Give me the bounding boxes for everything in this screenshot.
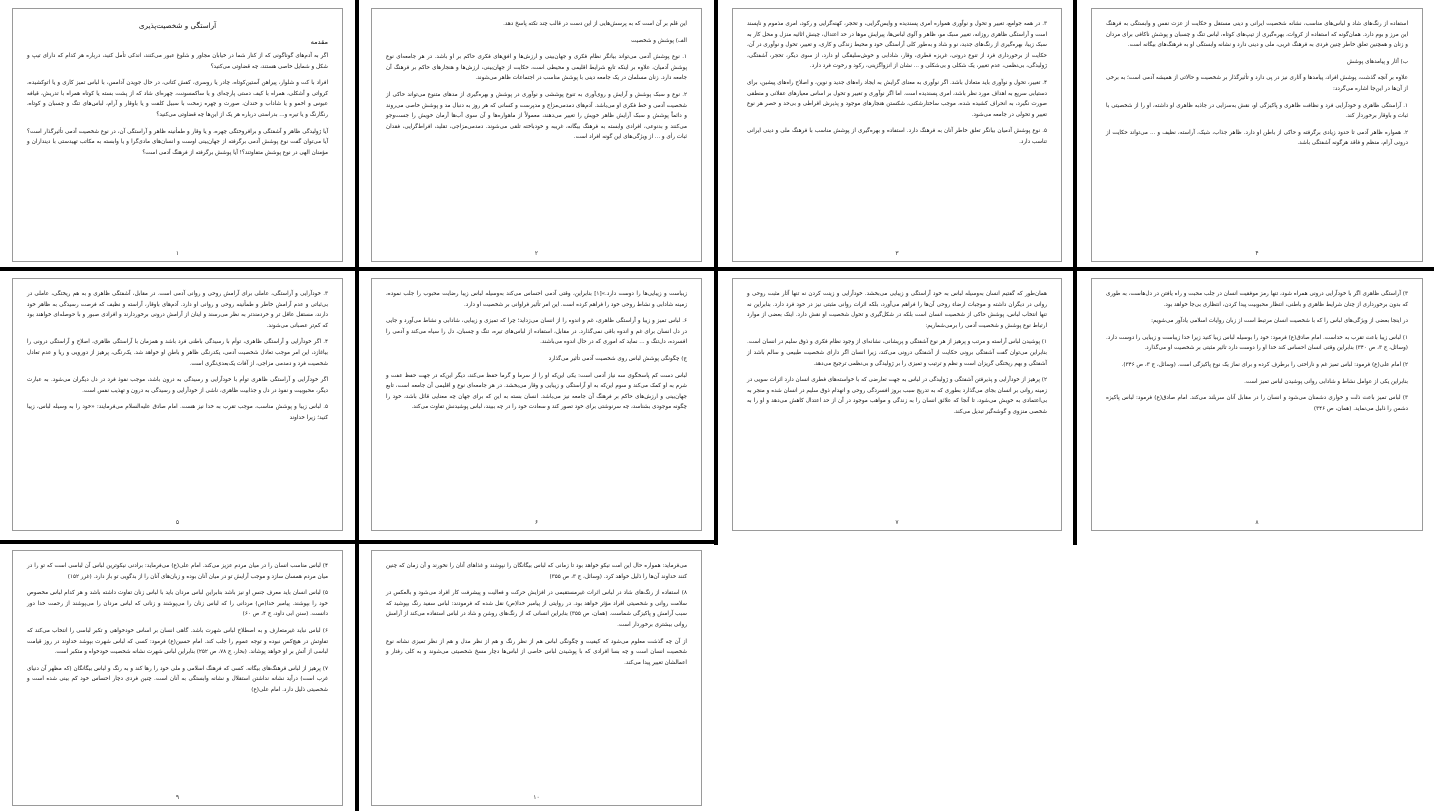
paragraph: از آن چه گذشت معلوم می‌شود که کیفیت و چگونگی لباس هم از نظر رنگ و هم از نظر مدل و هم از نظر تمیزی نشانه نوع شخصیت انسان است و چه بسا افرادی که با پوشیدن لباس خاصی از لباس‌ها دچار مسخ شخصیتی می‌شوند و به کلی رفتار و اعمالشان تغییر پیدا می‌کند. <box>386 638 687 666</box>
page-3 <box>732 8 1062 262</box>
paragraph: ۸) استفاده از رنگ‌های شاد در لباس اثرات غیرمستقیمی در افزایش حرکت و فعالیت و پیشرفت کار افراد می‌شود و بالعکس در سلامت روانی و شخصیتی افراد مؤثر خواهد بود. در روایتی از پیامبر خدا(ص) نقل شده که فرمودند: لباس سفید رنگ بپوشید که سبب آرامش و پاکیزگی شماست. (همان، ص ۳۵۵) بنابراین انسانی که از رنگ‌های روشن و شاد در لباس استفاده می‌کند از آرامش روانی بیشتری برخوردار است. <box>386 590 687 628</box>
page-number: ۷ <box>895 519 899 526</box>
page-number: ۱۰ <box>533 794 540 801</box>
paragraph: در اینجا بعضی از ویژگی‌های لباس را که با شخصیت انسان مرتبط است از زبان روایات اسلامی یادآور می‌شویم: <box>1151 318 1408 325</box>
page-2 <box>371 8 702 262</box>
paragraph: الف) پوشش و شخصیت <box>631 37 687 44</box>
page-4 <box>1091 8 1423 262</box>
paragraph: ۲) پرهیز از خودآرایی و پذیرفتن آشفتگی و ژولیدگی در لباس به جهت تعارضی که با خواسته‌های فطری انسان دارد اثرات سویی در زمینه روانی بر انسان بجای می‌گذارد بطوری که به تدریج سبب بروز افسردگی روحی و انهدام ذوق سلیم در انسان شده و منجر به بی‌اعتمادی به خویش می‌شود، تا آنجا که علائق انسان را به زندگی و مواهب موجود در آن از حد اعتدال کاهش می‌دهد و او را به شخصی منزوی و گوشه‌گیر تبدیل می‌کند. <box>747 377 1047 415</box>
paragraph: ۲. نوع و سبک پوشش و آرایش و روی‌آوری به تنوع پوششی و نوآوری در پوشش و بهره‌گیری از مدهای متنوع می‌تواند حاکی از شخصیت آدمی و خط فکری او می‌باشد. آدم‌های دمدمی‌مزاج و مدپرست و کسانی که هر روز به دنبال مد و پوشش خاصی می‌روند و دائماً پوشش و سبک آرایش ظاهر خویش را تغییر می‌دهند، معمولاً از ماهواره‌ها و آن سوی آب‌ها آرمان خویش را جست‌وجو می‌کنند و بدنوعی، افرادی وابسته به فرهنگ بیگانه، غریبه و خودباخته تلقی می‌شوند. دمدمی‌مزاجی، تقلید، افراط‌گرایی، فقدان ثبات رأی و ... از ویژگی‌های این گونه افراد است. <box>386 91 687 141</box>
page-number: ۱ <box>175 250 180 257</box>
paragraph: ۴. تغییر، تحول و نوآوری باید متعادل باشد. اگر نوآوری به معنای گرایش به ایجاد راه‌های جدید و نوین، و اصلاح راه‌های پیشین، برای دستیابی سریع به اهداف مورد نظر باشد، امری پسندیده است. اما اگر نوآوری و تغییر و تحول بر اساس معیارهای عقلانی و منطقی صورت نگیرد، به انحراف کشیده شده، موجب ساختارشکنی، شکستن هنجارهای موجود و پذیرش افراطی و بی‌حد و حصر هر نوع تغییر و تحولی در جامعه می‌شود. <box>747 79 1047 118</box>
paragraph: ۵) لباس انسان باید معرف جنس او نیز باشد بنابراین لباس مردان باید با لباس زنان تفاوت داشته باشد و هر کدام لباس مخصوص خود را بپوشند. پیامبر خدا(ص) مردانی را که لباس زنان را می‌پوشند و زنانی که لباس مردان را می‌پوشند از رحمت خدا دور دانست. (سنن ابی داود، ج ۴، ص ۶۰) <box>27 590 328 618</box>
page-9 <box>12 550 343 806</box>
page-number: ۶ <box>534 519 539 526</box>
paragraph: بنابراین یکی از عوامل نشاط و شادابی روانی پوشیدن لباس تمیز است. <box>1244 378 1408 385</box>
paragraph: اگر خودآرایی و آراستگی ظاهری توأم با خودآرایی و رسیدگی به درون باشد، موجب نفوذ فرد در دل دیگران می‌شود. به عبارت دیگر، محبوبیت و نفوذ در دل و جذابیت ظاهری، ناشی از خودآرایی و رسیدگی به درون و تهذیب نفس است. <box>27 377 328 394</box>
paragraph: ۵. لباس زیبا و پوشش مناسب، موجب تقرب به خدا نیز هست. امام صادق علیه‌السلام می‌فرمایند: «خود را به وسیله لباس، زیبا کنید؛ زیرا خداوند <box>27 404 328 421</box>
paragraph: اگر به آدم‌های گوناگونی که از کنار شما در خیابان مجاور و شلوغ عبور می‌کنند، اندکی تأمل کنید، درباره هر کدام که دارای تیپ و شکل و شمایل خاصی هستند، چه قضاوتی می‌کنید؟ <box>27 53 328 70</box>
page-number: ۲ <box>534 250 539 257</box>
paragraph: افراد با کت و شلوار، پیراهن آستین‌کوتاه، چادر یا روسری، کفش کتانی، در حال جویدن آدامس، با لباس تمیز کاری و یا اتوکشیده، کرواتی و آشکلی، همراه با کیف دستی پارچه‌ای و یا ساکمسونت، چهره‌ای شاد که از پشت بسته یا کوتاه همراه با تدریش، قیافه عبوس و اخمو و یا شاداب و خندان، صورت و چهره زمخت با سبیل کلفت و یا باوقار و آرام، لباس‌های تنگ و چسبان و کوتاه، رنگارنگ و یا تیره و... بدراستی درباره هر یک از این‌ها چه قضاوتی می‌کنید؟ <box>27 80 328 118</box>
page-1 <box>12 8 343 262</box>
paragraph: ۶. لباس تمیز و زیبا و آراستگی ظاهری، غم و اندوه را از انسان می‌زداید؛ چرا که تمیزی و زیبایی، شادابی و نشاط می‌آورد و جایی در دل انسان برای غم و اندوه باقی نمی‌گذارد. در مقابل، استفاده از لباس‌های تیره، تنگ و چسبان، دل را سیاه می‌کند و آدمی را افسرده، دل‌تنگ و ... نماید که اموری که در حال اندوه می‌باشند. <box>386 318 687 346</box>
column-divider <box>714 0 718 545</box>
paragraph: آیا ژولیدگی ظاهر و آشفتگی و برافروختگی چهره، و یا وقار و طمأنینه ظاهر و آراستگی آن، در نوع شخصیت آدمی تأثیرگذار است؟ آیا می‌توان گفت نوع پوشش آدمی برگرفته از جهان‌بینی اوست و انسان‌های مادی‌گرا و یا وابسته به مکاتب تهیدستی با دینداران و مؤمنان الهی در نوع پوشش متفاوتند؟! آیا پوشش برگرفته از فرهنگ آدمی است؟ <box>27 128 328 156</box>
paragraph: ۳. در همه جوامع، تغییر و تحول و نوآوری همواره امری پسندیده و وایس‌گرایی، و تحجر، کهنه‌گرایی و رکود، امری مذموم و ناپسند است و آراستگی ظاهری روزانه، تغییر سبک مو، ظاهر و آلوی لباس‌ها، پیرایش موها در حد اعتدال، چینش اثاثیه منزل و محل کار به سبک زیبا، بهره‌گیری از رنگ‌های جدید، نو و شاد و به‌طور کلی آراستگی خود و محیط زندگی و کاری، و تغییر، تحول و نوآوری در آن، حکایت از برخورداری فرد از تنوع درونی، غریزه فطری، وقار، شادابی و خوش‌سلیقگی او دارد، از سوی دیگر، تحجر، آشفتگی، ژولیدگی، بی‌نظمی، عدم تغییر، یک شکلی و بی‌شکلی و ... نشان از انزواگزینی، رکود و رخوت فرد دارد. <box>747 21 1047 70</box>
paragraph: ۲) امام علی(ع) فرمود: لباس تمیز غم و ناراحتی را برطرف کرده و برای نماز یک نوع پاکیزگی است. (وسائل، ج ۳، ص ۳۴۶). <box>1121 361 1408 368</box>
section-heading: مقدمه <box>310 38 328 46</box>
column-divider <box>1073 0 1077 545</box>
page-number: ۵ <box>175 519 180 526</box>
paragraph: ۳) لباس تمیز باعث ذلت و خواری دشمنان می‌شود و انسان را در مقابل آنان سربلند می‌کند. امام صادق(ع) فرمود: لباس پاکیزه دشمن را ذلیل می‌نماید. (همان، ص ۳۴۶) <box>1106 395 1408 412</box>
row-divider <box>0 267 1434 271</box>
document-title: آراستگی و شخصیت‌پذیری <box>138 21 217 30</box>
paragraph: این قلم بر آن است که به پرسش‌هایی از این دست در قالب چند نکته پاسخ دهد. <box>503 21 687 27</box>
paragraph: ۳. خودآرایی و آراستگی، عاملی برای آرامش روحی و روانی آدمی است. در مقابل، آشفتگی ظاهری و به هم ریختگی، عاملی در بی‌ثباتی و عدم آرامش خاطر و طمأنینه روحی و روانی او دارد. آدم‌های باوقار، آراسته و نظیف که فرصت رسیدگی به ظاهر خود دارند، مستقل عاقل تر و خردمندتر به نظر می‌رسند و اینان از آرامش درونی برخوردارند و افرادی صبور و با حوصله‌ای خواهند بود که کم‌تر عصبانی می‌شوند. <box>27 291 328 329</box>
paragraph: ۴) لباس مناسب انسان را در میان مردم عزیز می‌کند. امام علی(ع) می‌فرماید: برادنی نیکو‌ترین لباس آن لباسی است که تو را در میان مردم همسان سازد و موجب آرایش تو در میان آنان بوده و زبان‌های آنان را از بدگویی تو باز دارد. (غرر ۱۵۲) <box>27 563 328 580</box>
paragraph: ج) چگونگی پوشش لباس روی شخصیت آدمی تأثیر می‌گذارد <box>548 355 687 362</box>
paragraph: استفاده از رنگ‌های شاد و لباس‌های مناسب، نشانه شخصیت ایرانی و دینی مستقل و حکایت از عزت نفس و وابستگی به فرهنگ این مرز و بوم دارد. همان‌گونه که استفاده از کروات، بهره‌گیری از تیپ‌های کوتاه، لباس تنگ و چسبان و پوشش ناکافی برای مردان و زنان و همچنین تعلق خاطر چنین فردی به فرهنگ غربی، ملی و دینی دارد و نشانه وابستگی او به فرهنگ‌های بیگانه است. <box>1106 21 1408 49</box>
paragraph: ۲. همواره ظاهر آدمی تا حدود زیادی برگرفته و حاکی از باطن او دارد. ظاهر جذاب، شیک، آراسته، نظیف و ... می‌تواند حکایت از درونی آرام، منظم و فاقد هرگونه آشفتگی باشد. <box>1106 129 1408 147</box>
paragraph: ۱) پوشیدن لباس آراسته و مرتب و پرهیز از هر نوع آشفتگی و پریشانی، نشانه‌ای از وجود نظام فکری و ذوق سلیم در انسان است. بنابراین می‌توان گفت آشفتگی برونی حکایت از آشفتگی درونی می‌کند، زیرا انسان اگر دارای شخصیت طبیعی و سالم باشد از آشفتگی و بهم ریختگی گریزان است و نظم و ترتیب و تمیزی را بر ژولیدگی و بی‌نظمی ترجیح می‌دهد. <box>747 339 1047 367</box>
page-8 <box>1091 278 1423 531</box>
page-6 <box>371 278 702 531</box>
paragraph: ۵. نوع پوشش آدمیان بیانگر تعلق خاطر آنان به فرهنگ دارد. استفاده و بهره‌گیری از پوشش مناسب با فرهنگ ملی و دینی ایرانی تناسب دارد. <box>747 128 1047 145</box>
paragraph: ۴. اگر خودآرایی و آراستگی ظاهری، توأم با رسیدگی باطنی فرد باشد و همزمان با آراستگی ظاهری، اصلاح و آراستگی درونی را بیاغازد، این امر موجب تعادل شخصیت آدمی، یکدرنگی ظاهر و باطن او خواهد شد. یک‌رنگی، پرهیز از دورویی و ریا و عدم تعادل شخصیت فرد و دمدمی مزاجی، از آفات یک‌بعدی‌نگری است. <box>27 339 328 367</box>
paragraph: زیباست و زیبایی‌ها را دوست دارد.»[۱] بنابراین، وقتی آدمی احساس می‌کند به‌وسیله لباس زیبا رضایت محبوب را جلب نموده، زمینه شادابی و نشاط روحی خود را فراهم کرده است. این امر تأثیر فراوانی بر شخصیت او دارد. <box>386 291 687 308</box>
paragraph: لباس دست کم پاسخگوی سه نیاز آدمی است: یکی این‌که او را از سرما و گرما حفظ می‌کند، دیگر این‌که در جهت حفظ عفت و شرم به او کمک می‌کند و سوم این‌که به او آراستگی و زیبایی و وقار می‌بخشد. در هر جامعه‌ای نوع و اقلیمی آن جامعه است، تابع جهان‌بینی و ارزش‌های حاکم بر فرهنگ آن جامعه نیز می‌باشد. انسان بسته به این که برای جهان چه معنایی قائل باشد، خود را چگونه موجودی بشناسد، چه سرنوشتی برای خود تصور کند و سعادت خود را در چه ببیند، لباس پوشیدنش تفاوت می‌کند. <box>386 372 687 411</box>
paragraph: ۱. نوع پوشش آدمی می‌تواند بیانگر نظام فکری و جهان‌بینی و ارزش‌ها و افق‌های فکری حاکم بر او باشد. در هر جامعه‌ای نوع پوشش آدمیان، علاوه بر اینکه تابع شرایط اقلیمی و محیطی است، حکایت از جهان‌بینی، ارزش‌ها و هنجارهای حاکم بر فرهنگ آن جامعه دارد. زنان مسلمان در یک جامعه دینی با پوشش مناسب در اجتماعات ظاهر می‌شوند. <box>386 54 687 82</box>
page-number: ۳ <box>895 250 899 257</box>
paragraph: علاوه بر آنچه گذشت، پوشش افراد، پیامدها و آثاری نیز در پی دارد و تأثیرگذار بر شخصیت و حالاتی از همیشه آدمی است؛ به برخی از آن‌ها در این‌جا اشاره می‌گردد: <box>1106 75 1408 92</box>
paragraph: ۱) لباس زیبا باعث تقرب به خداست. امام صادق(ع) فرمود: خود را بوسیله لباس زیبا کنید زیرا خدا زیباست و زیبایی را دوست دارد. (وسائل، ج ۳، ص ۳۴۰) بنابراین وقتی انسان احساس کند خدا او را دوست دارد تاثیر مثبتی بر شخصیت او می‌گذارد. <box>1106 334 1408 352</box>
page-10 <box>371 550 702 806</box>
row-divider <box>0 540 718 544</box>
paragraph: ۱. آراستگی ظاهری و خودآرایی فرد و نظافت ظاهری و پاکیزگی او، نقش به‌سزایی در جاذبه ظاهری او داشته، او را از شخصیتی با ثبات و باوقار برخوردار کند. <box>1106 102 1408 120</box>
paragraph: ۷) پرهیز از لباس فرهنگ‌های بیگانه. کسی که فرهنگ اسلامی و ملی خود را رها کند و به رنگ و لباس بیگانگان (که مظهر آن دنیای غرب است) درآید نشانه نداشتن استقلال و نشانه وابستگی به آنان است. چنین فردی دچار احساس خود کم بینی شده است و شخصیتی ذلیل دارد. امام علی(ع) <box>27 665 328 693</box>
paragraph: ۶) لباس نباید غیرمتعارف و به اصطلاح لباس شهرت باشد. گاهی انسان بر اساس خودخواهی و تکبر لباسی را انتخاب می‌کند که تفاوتش در هیچ‌کس نبوده و توجه عموم را جلب کند. امام حسین(ع) فرمود: کسی که لباس شهرت بپوشد خداوند در روز قیامت لباسی از آتش بر او خواهد پوشاند. (بحار، ج ۷۸، ص ۲۵۲) بنابراین لباس شهرت نشانه شخصیت خودخواه و متکبر است. <box>27 627 328 656</box>
paragraph: می‌فرماید: همواره حال این امت نیکو خواهد بود تا زمانی که لباس بیگانگان را نپوشند و غذاهای آنان را نخورند و آن زمان که چنین کنند خداوند آن‌ها را ذلیل خواهد کرد. (وسائل، ج ۳، ص ۳۵۵) <box>386 563 687 580</box>
paragraph: ۳) آراستگی ظاهری اگر با خودآرایی درونی همراه شود، تنها رمز موفقیت انسان در جلب محبت و راه یافتن در دل‌هاست، به طوری که بدون برخورداری از چنان شرایط ظاهری و باطنی، انتظار محبوبیت پیدا کردن، انتظاری بی‌جا خواهد بود. <box>1106 291 1408 308</box>
column-divider <box>355 0 359 811</box>
page-7 <box>732 278 1062 531</box>
page-number: ۴ <box>1255 250 1259 257</box>
paragraph: همان‌طور که گفتیم انسان به‌وسیله لباس به خود آراستگی و زیبایی می‌بخشد. خودآرایی و زینت کردن نه تنها آثار مثبت روحی و روانی در دیگران داشته و موجبات ارضاء روحی آن‌ها را فراهم می‌آورد، بلکه اثرات روانی مثبتی نیز در خود فرد دارد. بنابراین نه تنها انتخاب لباس، پوشش حاکی از شخصیت انسان است بلکه در شکل‌گیری و تحول شخصیت او نقش دارد. اینک بعضی از موارد ارتباط نوع پوشش و شخصیت آدمی را برمی‌شماریم: <box>747 291 1047 329</box>
page-number: ۸ <box>1255 519 1259 526</box>
page-5 <box>12 278 343 531</box>
page-number: ۹ <box>175 794 180 801</box>
paragraph: ب) آثار و پیامدهای پوشش <box>1347 58 1408 65</box>
